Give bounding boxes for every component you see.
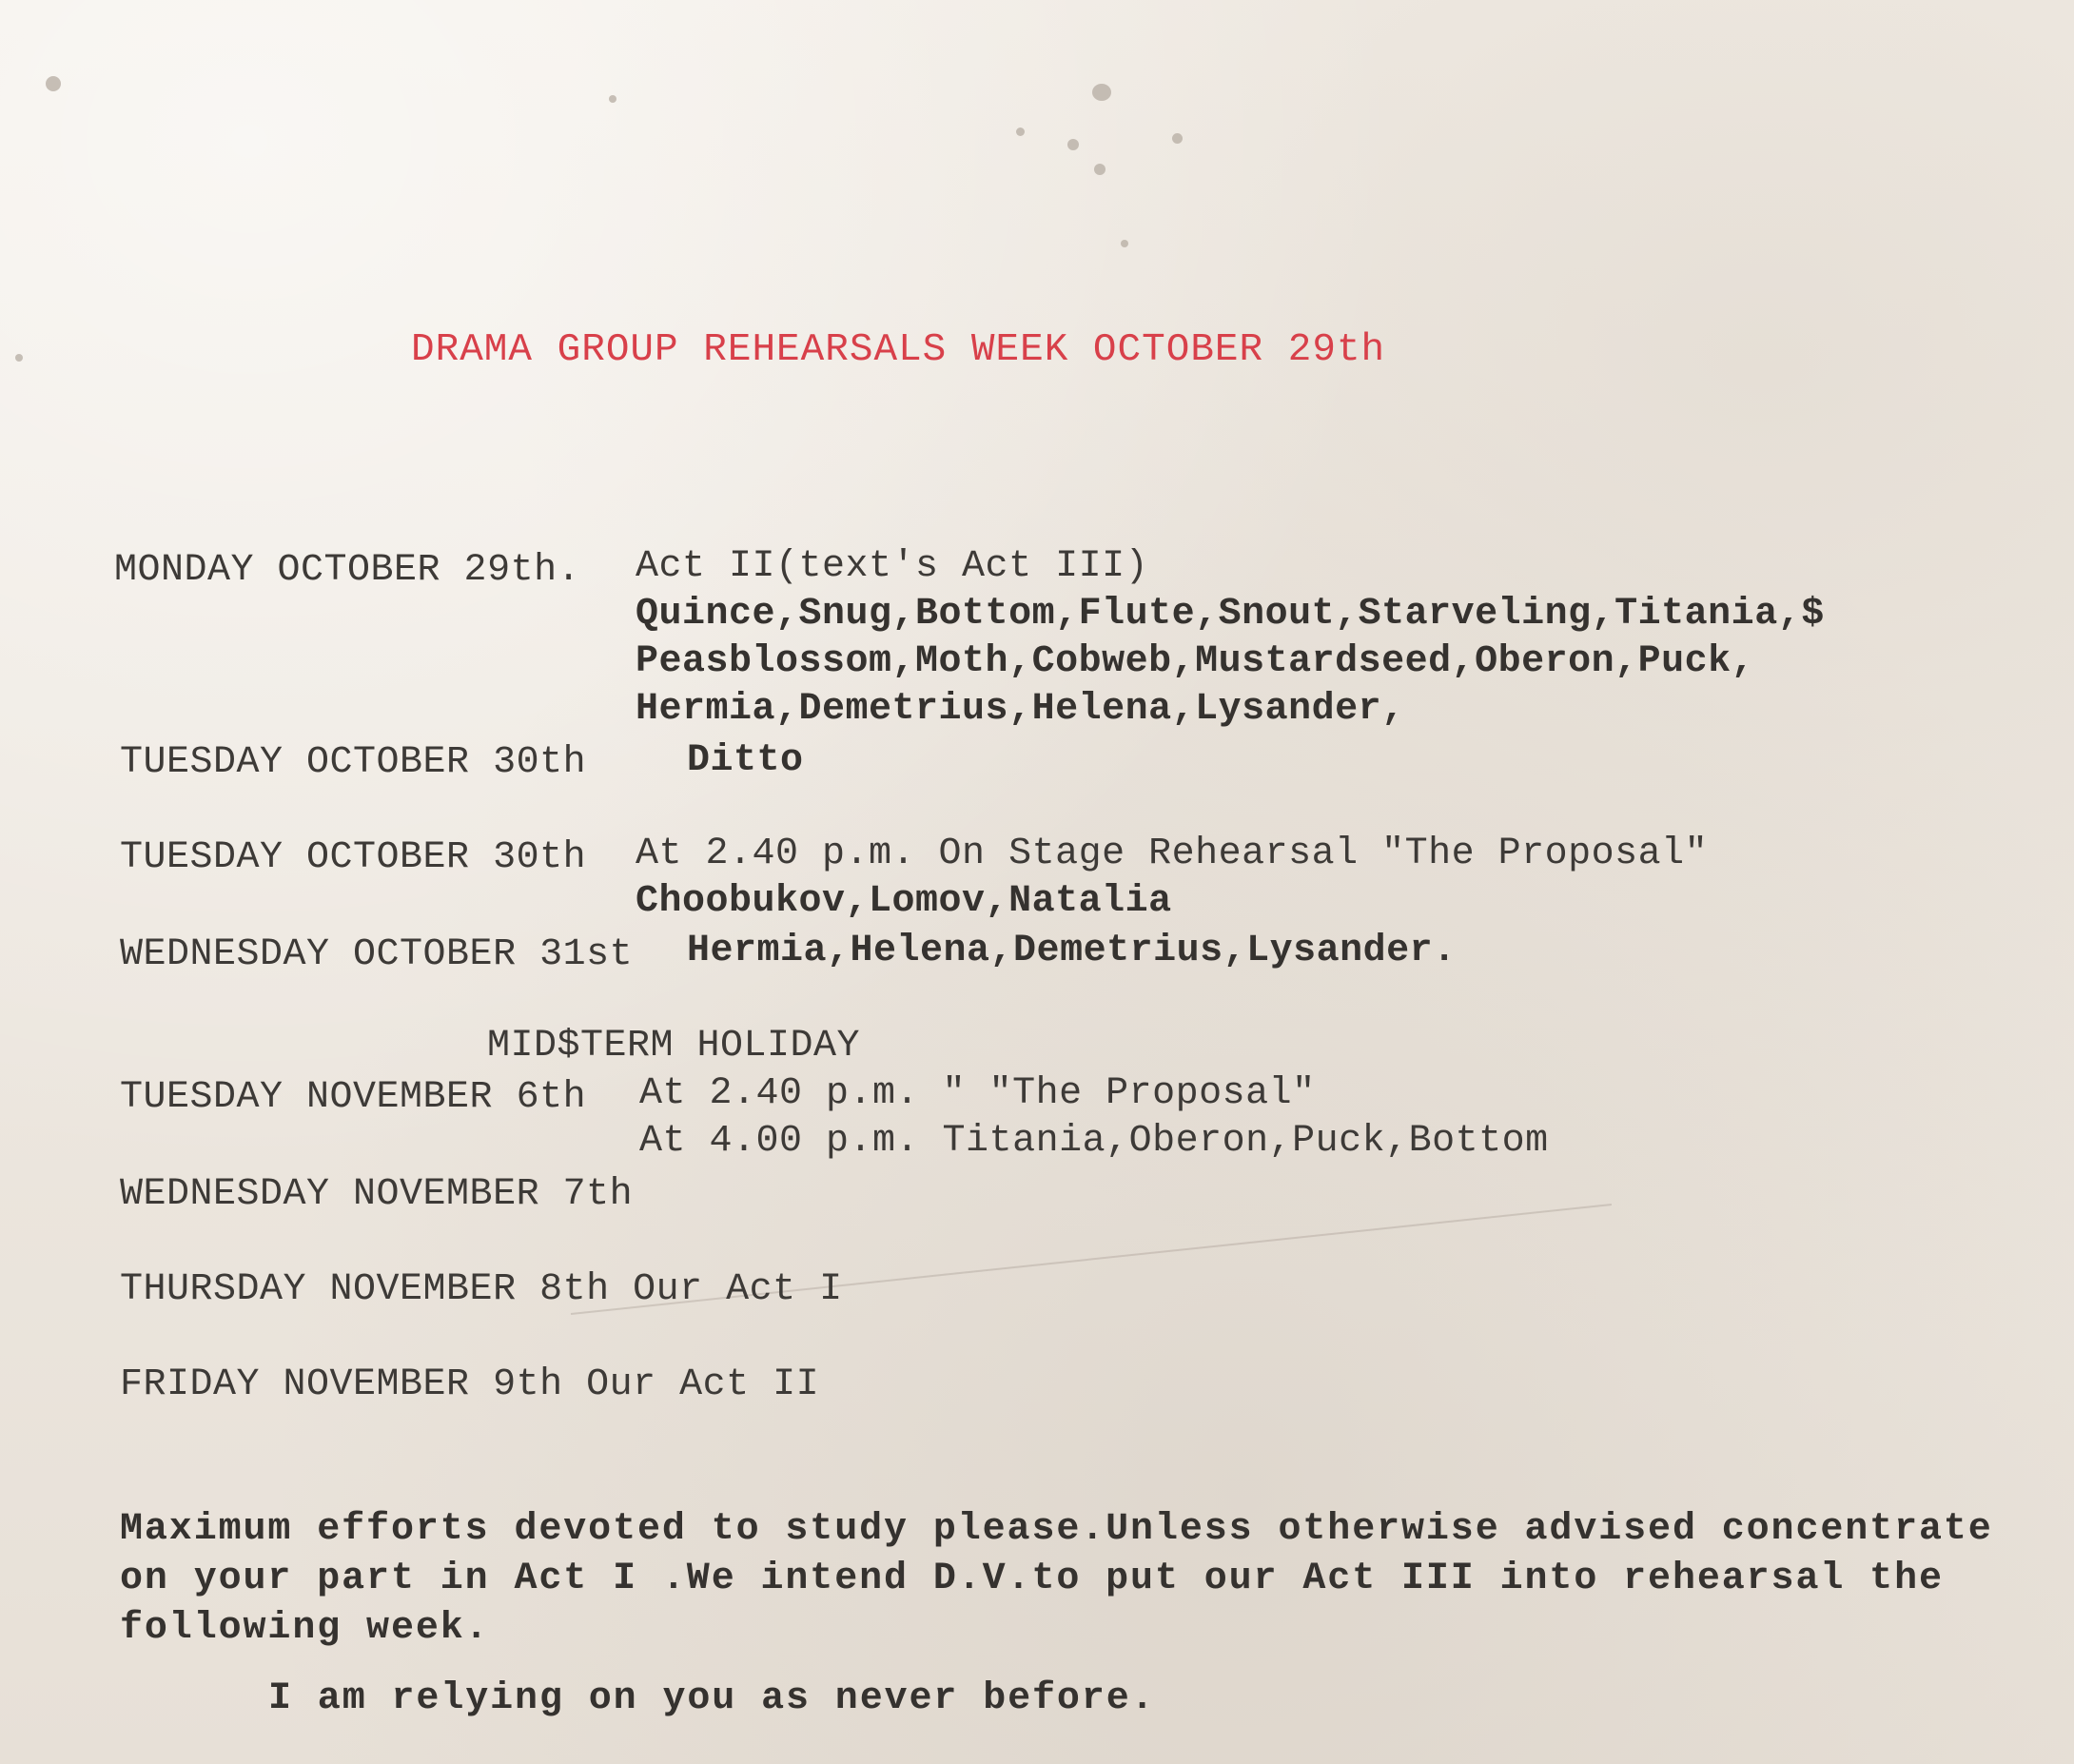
- midterm-holiday: MID$TERM HOLIDAY: [487, 1025, 861, 1068]
- tuesday-30-second-day: TUESDAY OCTOBER 30th: [120, 836, 587, 879]
- paper-speck: [1067, 139, 1079, 150]
- tuesday-nov-6-day: TUESDAY NOVEMBER 6th: [120, 1076, 587, 1119]
- thursday-nov-8: THURSDAY NOVEMBER 8th Our Act I: [120, 1268, 843, 1311]
- paper-speck: [15, 354, 23, 362]
- tuesday-30-second-cast: Choobukov,Lomov,Natalia: [636, 880, 1172, 923]
- tuesday-30-second-note: At 2.40 p.m. On Stage Rehearsal "The Proposal": [636, 833, 1709, 875]
- monday-cast-line-2: Peasblossom,Moth,Cobweb,Mustardseed,Oberon,Puck,: [636, 640, 1755, 683]
- tuesday-30-ditto: Ditto: [687, 739, 804, 782]
- wednesday-nov-7-day: WEDNESDAY NOVEMBER 7th: [120, 1173, 634, 1216]
- paper-speck: [1016, 127, 1025, 136]
- tuesday-30-day: TUESDAY OCTOBER 30th: [120, 741, 587, 784]
- paper-speck: [1094, 164, 1105, 175]
- paper-speck: [1121, 240, 1128, 247]
- closing-line-2: on your part in Act I .We intend D.V.to put our Act III into rehearsal the: [120, 1558, 1944, 1600]
- wednesday-31-cast: Hermia,Helena,Demetrius,Lysander.: [687, 930, 1457, 972]
- friday-nov-9: FRIDAY NOVEMBER 9th Our Act II: [120, 1363, 820, 1406]
- closing-line-4: I am relying on you as never before.: [268, 1677, 1156, 1720]
- notice-title: DRAMA GROUP REHEARSALS WEEK OCTOBER 29th: [411, 328, 1386, 372]
- closing-line-3: following week.: [120, 1607, 490, 1650]
- monday-cast-line-1: Quince,Snug,Bottom,Flute,Snout,Starveling,Titania,$: [636, 593, 1825, 636]
- tuesday-nov-6-note-2: At 4.00 p.m. Titania,Oberon,Puck,Bottom: [639, 1120, 1549, 1163]
- paper-speck: [1092, 84, 1111, 101]
- paper-speck: [609, 95, 616, 103]
- paper-speck: [1172, 133, 1183, 144]
- paper-speck: [46, 76, 61, 91]
- monday-day: MONDAY OCTOBER 29th.: [114, 549, 581, 592]
- closing-line-1: Maximum efforts devoted to study please.Unless otherwise advised concentrate: [120, 1508, 1993, 1551]
- wednesday-31-day: WEDNESDAY OCTOBER 31st: [120, 933, 634, 976]
- monday-act: Act II(text's Act III): [636, 545, 1149, 588]
- tuesday-nov-6-note-1: At 2.40 p.m. " "The Proposal": [639, 1072, 1316, 1115]
- monday-cast-line-3: Hermia,Demetrius,Helena,Lysander,: [636, 688, 1405, 731]
